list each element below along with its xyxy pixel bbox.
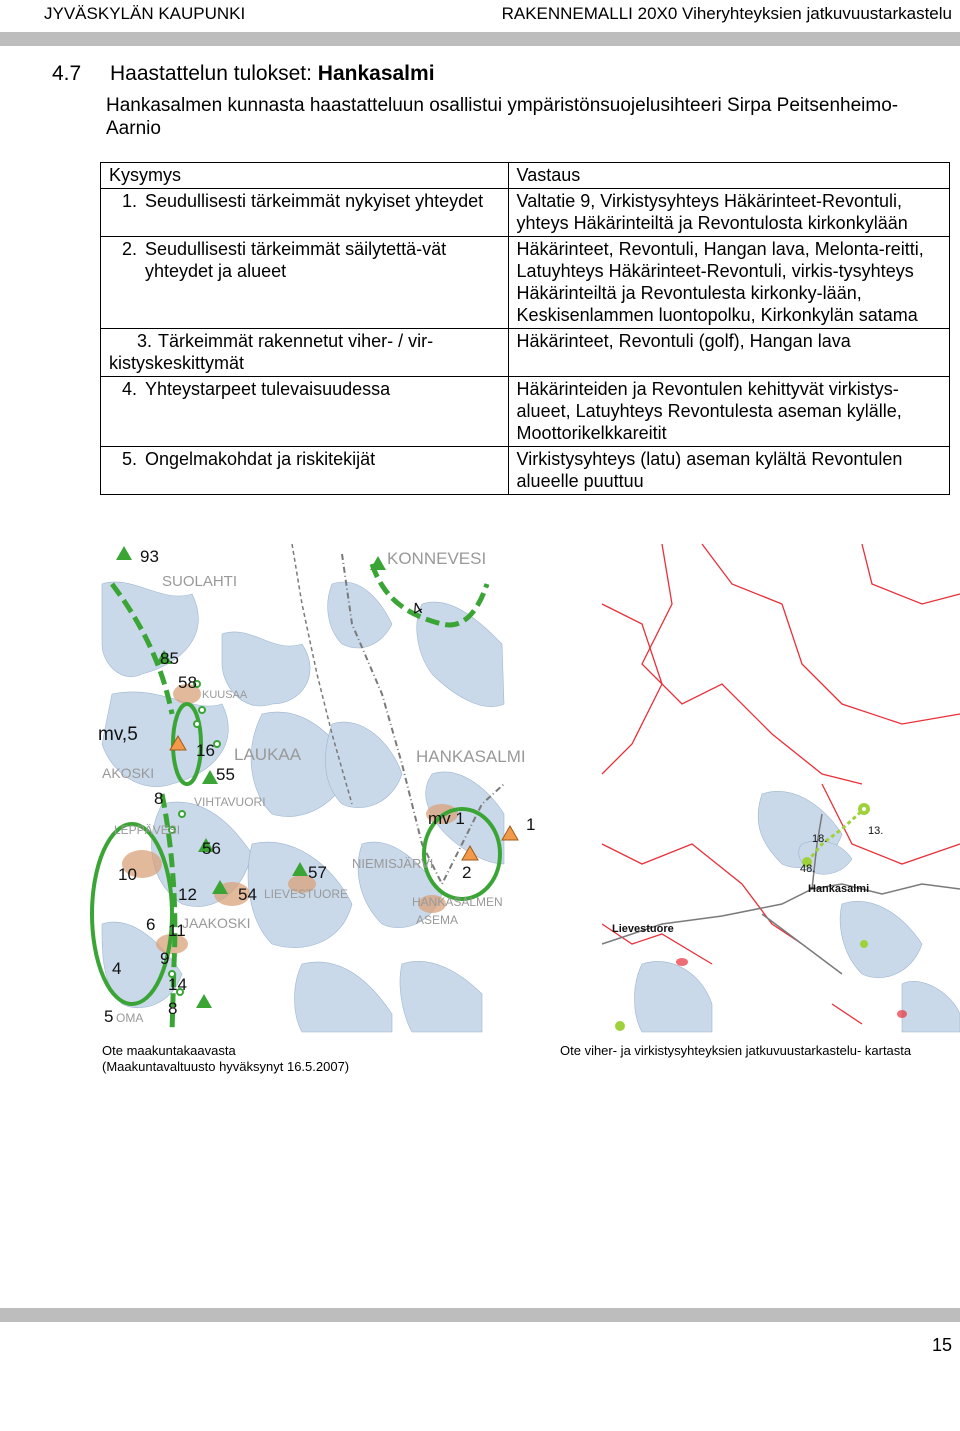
map-label: LEPPÄVESI	[114, 823, 181, 837]
map-label: 5	[104, 1007, 114, 1026]
map-label: 58	[178, 673, 197, 692]
header-answer: Vastaus	[508, 163, 949, 189]
page-header	[0, 0, 960, 46]
section-number: 4.7	[52, 62, 82, 85]
map-label: AKOSKI	[102, 765, 155, 781]
table-header-row	[101, 163, 950, 189]
table-row	[101, 237, 950, 329]
question-text: Tärkeimmät rakennetut viher- / vir-kistyskeskittymät	[109, 331, 434, 373]
question-text: Yhteystarpeet tulevaisuudessa	[145, 379, 391, 399]
map-caption-right: Ote viher- ja virkistysyhteyksien jatkuvuustarkastelu- kartasta	[560, 1043, 912, 1058]
question-text: Seudullisesti tärkeimmät nykyiset yhteydet	[145, 191, 484, 211]
map-label: 4	[408, 598, 427, 620]
answer-text: Häkärinteet, Revontuli (golf), Hangan lava	[508, 329, 949, 377]
map-label: 9	[160, 949, 170, 968]
map-label: HANKASALMI	[416, 747, 526, 766]
map-label: mv 1	[428, 809, 465, 828]
map-label: KUUSAA	[202, 689, 248, 701]
map-label: 48.	[800, 863, 816, 875]
map-label: 85	[160, 649, 179, 668]
regional-plan-map	[98, 544, 536, 1032]
map-label: 10	[118, 865, 137, 884]
map-label: HANKASALMEN	[412, 895, 503, 909]
map-label: OMA	[116, 1011, 144, 1025]
map-label: ASEMA	[416, 913, 459, 927]
page-number: 15	[931, 1335, 952, 1355]
map-label: 56	[202, 839, 221, 858]
map-label: 8	[168, 999, 178, 1018]
header-bar	[0, 32, 960, 46]
header-document-title: RAKENNEMALLI 20X0 Viheryhteyksien jatkuvuustarkastelu	[501, 4, 952, 23]
section-title-prefix: Haastattelun tulokset:	[110, 62, 312, 85]
map-label: 16	[196, 741, 215, 760]
question-number: 2.	[121, 239, 137, 259]
table-row	[101, 329, 950, 377]
question-text: Ongelmakohdat ja riskitekijät	[145, 449, 376, 469]
map-label: 1	[526, 815, 536, 834]
map-label: 93	[140, 547, 159, 566]
section-intro: Hankasalmen kunnasta haastatteluun osallistui ympäristönsuojelusihteeri Sirpa Peitsenheimo-Aarnio	[106, 95, 899, 139]
map-label: SUOLAHTI	[162, 573, 238, 590]
map-label: LIEVESTUORE	[264, 887, 349, 901]
map-label: 55	[216, 765, 235, 784]
answer-text: Häkärinteet, Revontuli, Hangan lava, Melonta-reitti, Latuyhteys Häkärinteet-Revontuli, virkis-tysyhteys Häkärinteiltä ja Revontulesta kirkonky-lään, Keskisenlammen luontopolku, Kirkonkylän satama	[508, 237, 949, 329]
map-label: 4	[112, 959, 122, 978]
header-question: Kysymys	[101, 163, 509, 189]
map-label: LAUKAA	[234, 745, 302, 764]
map-label: 11	[168, 921, 186, 940]
map-label: 8	[154, 789, 164, 808]
map-label: KONNEVESI	[387, 549, 487, 568]
question-number: 1.	[121, 191, 137, 211]
map-label: mv,5	[98, 724, 138, 745]
caption-line: (Maakuntavaltuusto hyväksynyt 16.5.2007)	[102, 1059, 350, 1074]
table-row	[101, 377, 950, 447]
caption-line: Ote maakuntakaavasta	[102, 1043, 236, 1058]
map-label: 6	[146, 915, 156, 934]
header-organization: JYVÄSKYLÄN KAUPUNKI	[44, 4, 246, 23]
map-label: VIHTAVUORI	[194, 795, 266, 809]
answer-text: Häkärinteiden ja Revontulen kehittyvät virkistys-alueet, Latuyhteys Revontulesta aseman kylälle, Moottorikelkkareitit	[508, 377, 949, 447]
map-label: NIEMISJÄRVI	[352, 856, 434, 871]
footer-bar	[0, 1308, 960, 1322]
question-number: 4.	[121, 379, 137, 399]
map-label: 12	[178, 885, 197, 904]
map-label: 54	[238, 885, 257, 904]
table-row	[101, 189, 950, 237]
answer-text: Valtatie 9, Virkistysyhteys Häkärinteet-Revontuli, yhteys Häkärinteiltä ja Revontulosta kirkonkylään	[508, 189, 949, 237]
map-label: 57	[308, 863, 327, 882]
section-heading	[52, 62, 435, 86]
map-label: Hankasalmi	[808, 883, 870, 895]
interview-table	[100, 162, 950, 495]
map-label: 13.	[868, 825, 884, 837]
table-row	[101, 447, 950, 495]
map-label: Lievestuore	[612, 923, 674, 935]
answer-text: Virkistysyhteys (latu) aseman kylältä Revontulen alueelle puuttuu	[508, 447, 949, 495]
map-label: 18.	[812, 833, 828, 845]
map-label: JAAKOSKI	[182, 915, 251, 931]
green-connections-map	[602, 544, 960, 1032]
question-text: Seudullisesti tärkeimmät säilytettä-vät yhteydet ja alueet	[145, 239, 447, 281]
question-number: 5.	[121, 449, 137, 469]
map-label: 14	[168, 975, 187, 994]
map-label: 2	[462, 863, 472, 882]
map-caption-left	[102, 1043, 349, 1075]
section-title-municipality: Hankasalmi	[317, 62, 435, 85]
question-number: 3.	[137, 331, 153, 351]
